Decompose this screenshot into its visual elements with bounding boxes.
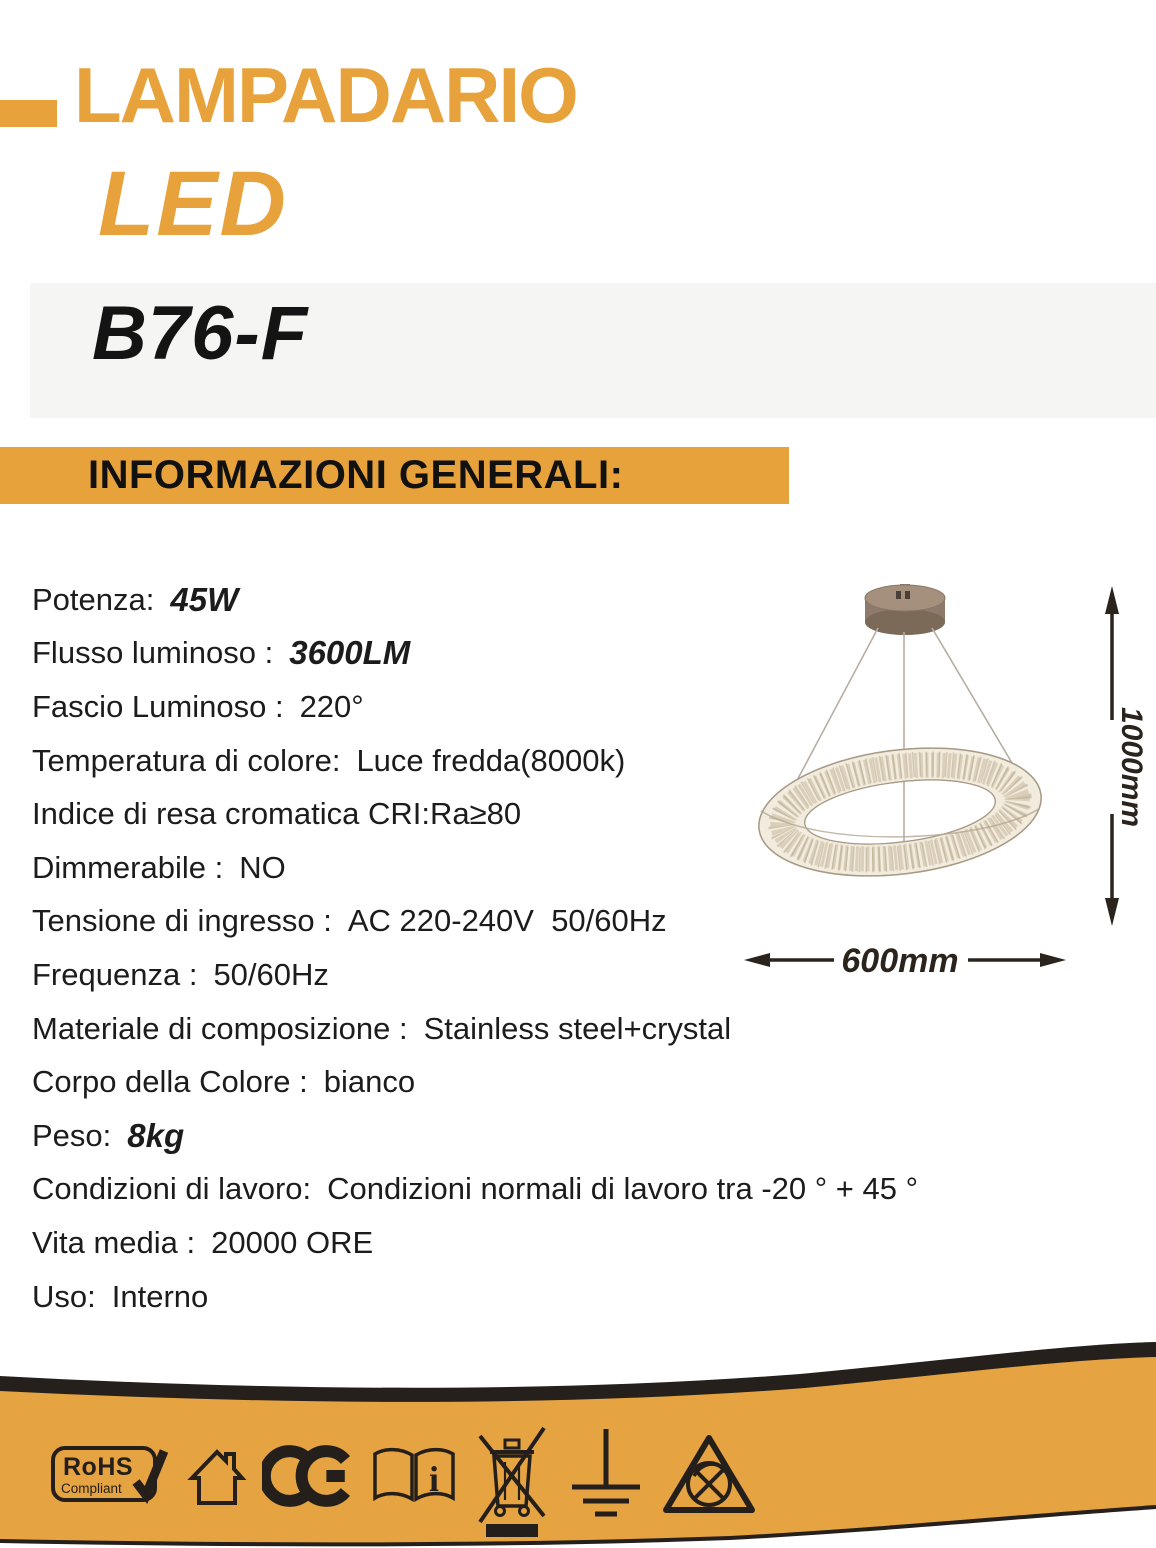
height-dimension [1105, 586, 1148, 926]
spec-label: Materiale di composizione : [32, 1010, 408, 1046]
width-dimension-label: 600mm [841, 942, 959, 980]
model-number: B76-F [92, 291, 309, 376]
spec-value: 3600LM [289, 634, 411, 672]
spec-value: AC 220-240V 50/60Hz [347, 903, 667, 939]
spec-label: Frequenza : [32, 956, 198, 992]
spec-label: Peso: [32, 1117, 112, 1153]
manual-info-letter: i [428, 1459, 440, 1499]
spec-value: NO [239, 849, 286, 885]
height-dimension-label: 1000mm [1115, 706, 1148, 828]
certification-icons [0, 1415, 1156, 1548]
spec-value: Stainless steel+crystal [423, 1010, 732, 1046]
spec-value: Condizioni normali di lavoro tra -20 ° + 45 ° [327, 1171, 918, 1207]
no-bulb-triangle-icon [658, 1432, 760, 1518]
spec-row [32, 1216, 1112, 1270]
spec-value: Luce fredda(8000k) [356, 742, 626, 778]
weee-no-trash-icon [474, 1418, 550, 1540]
spec-label: Potenza: [32, 581, 155, 617]
crystal-ring [752, 733, 1049, 891]
spec-label: Corpo della Colore : [32, 1064, 308, 1100]
spec-value: 20000 ORE [211, 1224, 374, 1260]
spec-label: Fascio Luminoso : [32, 688, 284, 724]
rohs-compliant-text: Compliant [61, 1481, 122, 1496]
spec-label: Dimmerabile : [32, 849, 224, 885]
spec-value: 50/60Hz [213, 956, 329, 992]
title-dash-decoration [0, 100, 57, 127]
spec-label: Condizioni di lavoro: [32, 1171, 312, 1207]
read-manual-icon [368, 1445, 460, 1507]
section-title: INFORMAZIONI GENERALI: [88, 453, 624, 497]
spec-row [32, 1163, 1112, 1217]
chandelier-diagram [730, 570, 1156, 1000]
spec-value: Interno [111, 1278, 209, 1314]
house-icon [184, 1445, 250, 1511]
width-dimension [744, 942, 1066, 980]
spec-value: 220° [299, 688, 364, 724]
page-title: LAMPADARIO [74, 51, 577, 139]
rohs-text: RoHS [63, 1453, 134, 1481]
spec-value: 8kg [127, 1116, 185, 1154]
ceiling-canopy [865, 584, 945, 635]
spec-label: Indice di resa cromatica CRI:Ra≥80 [32, 796, 522, 832]
spec-label: Uso: [32, 1278, 96, 1314]
spec-row [32, 1055, 1112, 1109]
ce-mark-icon [262, 1442, 354, 1510]
rohs-compliant-icon [50, 1442, 172, 1506]
earth-ground-icon [566, 1427, 646, 1527]
spec-value: bianco [323, 1064, 416, 1100]
spec-label: Temperatura di colore: [32, 742, 341, 778]
spec-row [32, 1270, 1112, 1324]
spec-label: Vita media : [32, 1224, 196, 1260]
section-banner [0, 447, 789, 504]
spec-label: Flusso luminoso : [32, 635, 274, 671]
spec-row [32, 1109, 1112, 1163]
spec-value: 45W [170, 580, 239, 618]
led-subtitle: LED [98, 153, 288, 255]
spec-row [32, 1002, 1112, 1056]
spec-label: Tensione di ingresso : [32, 903, 332, 939]
